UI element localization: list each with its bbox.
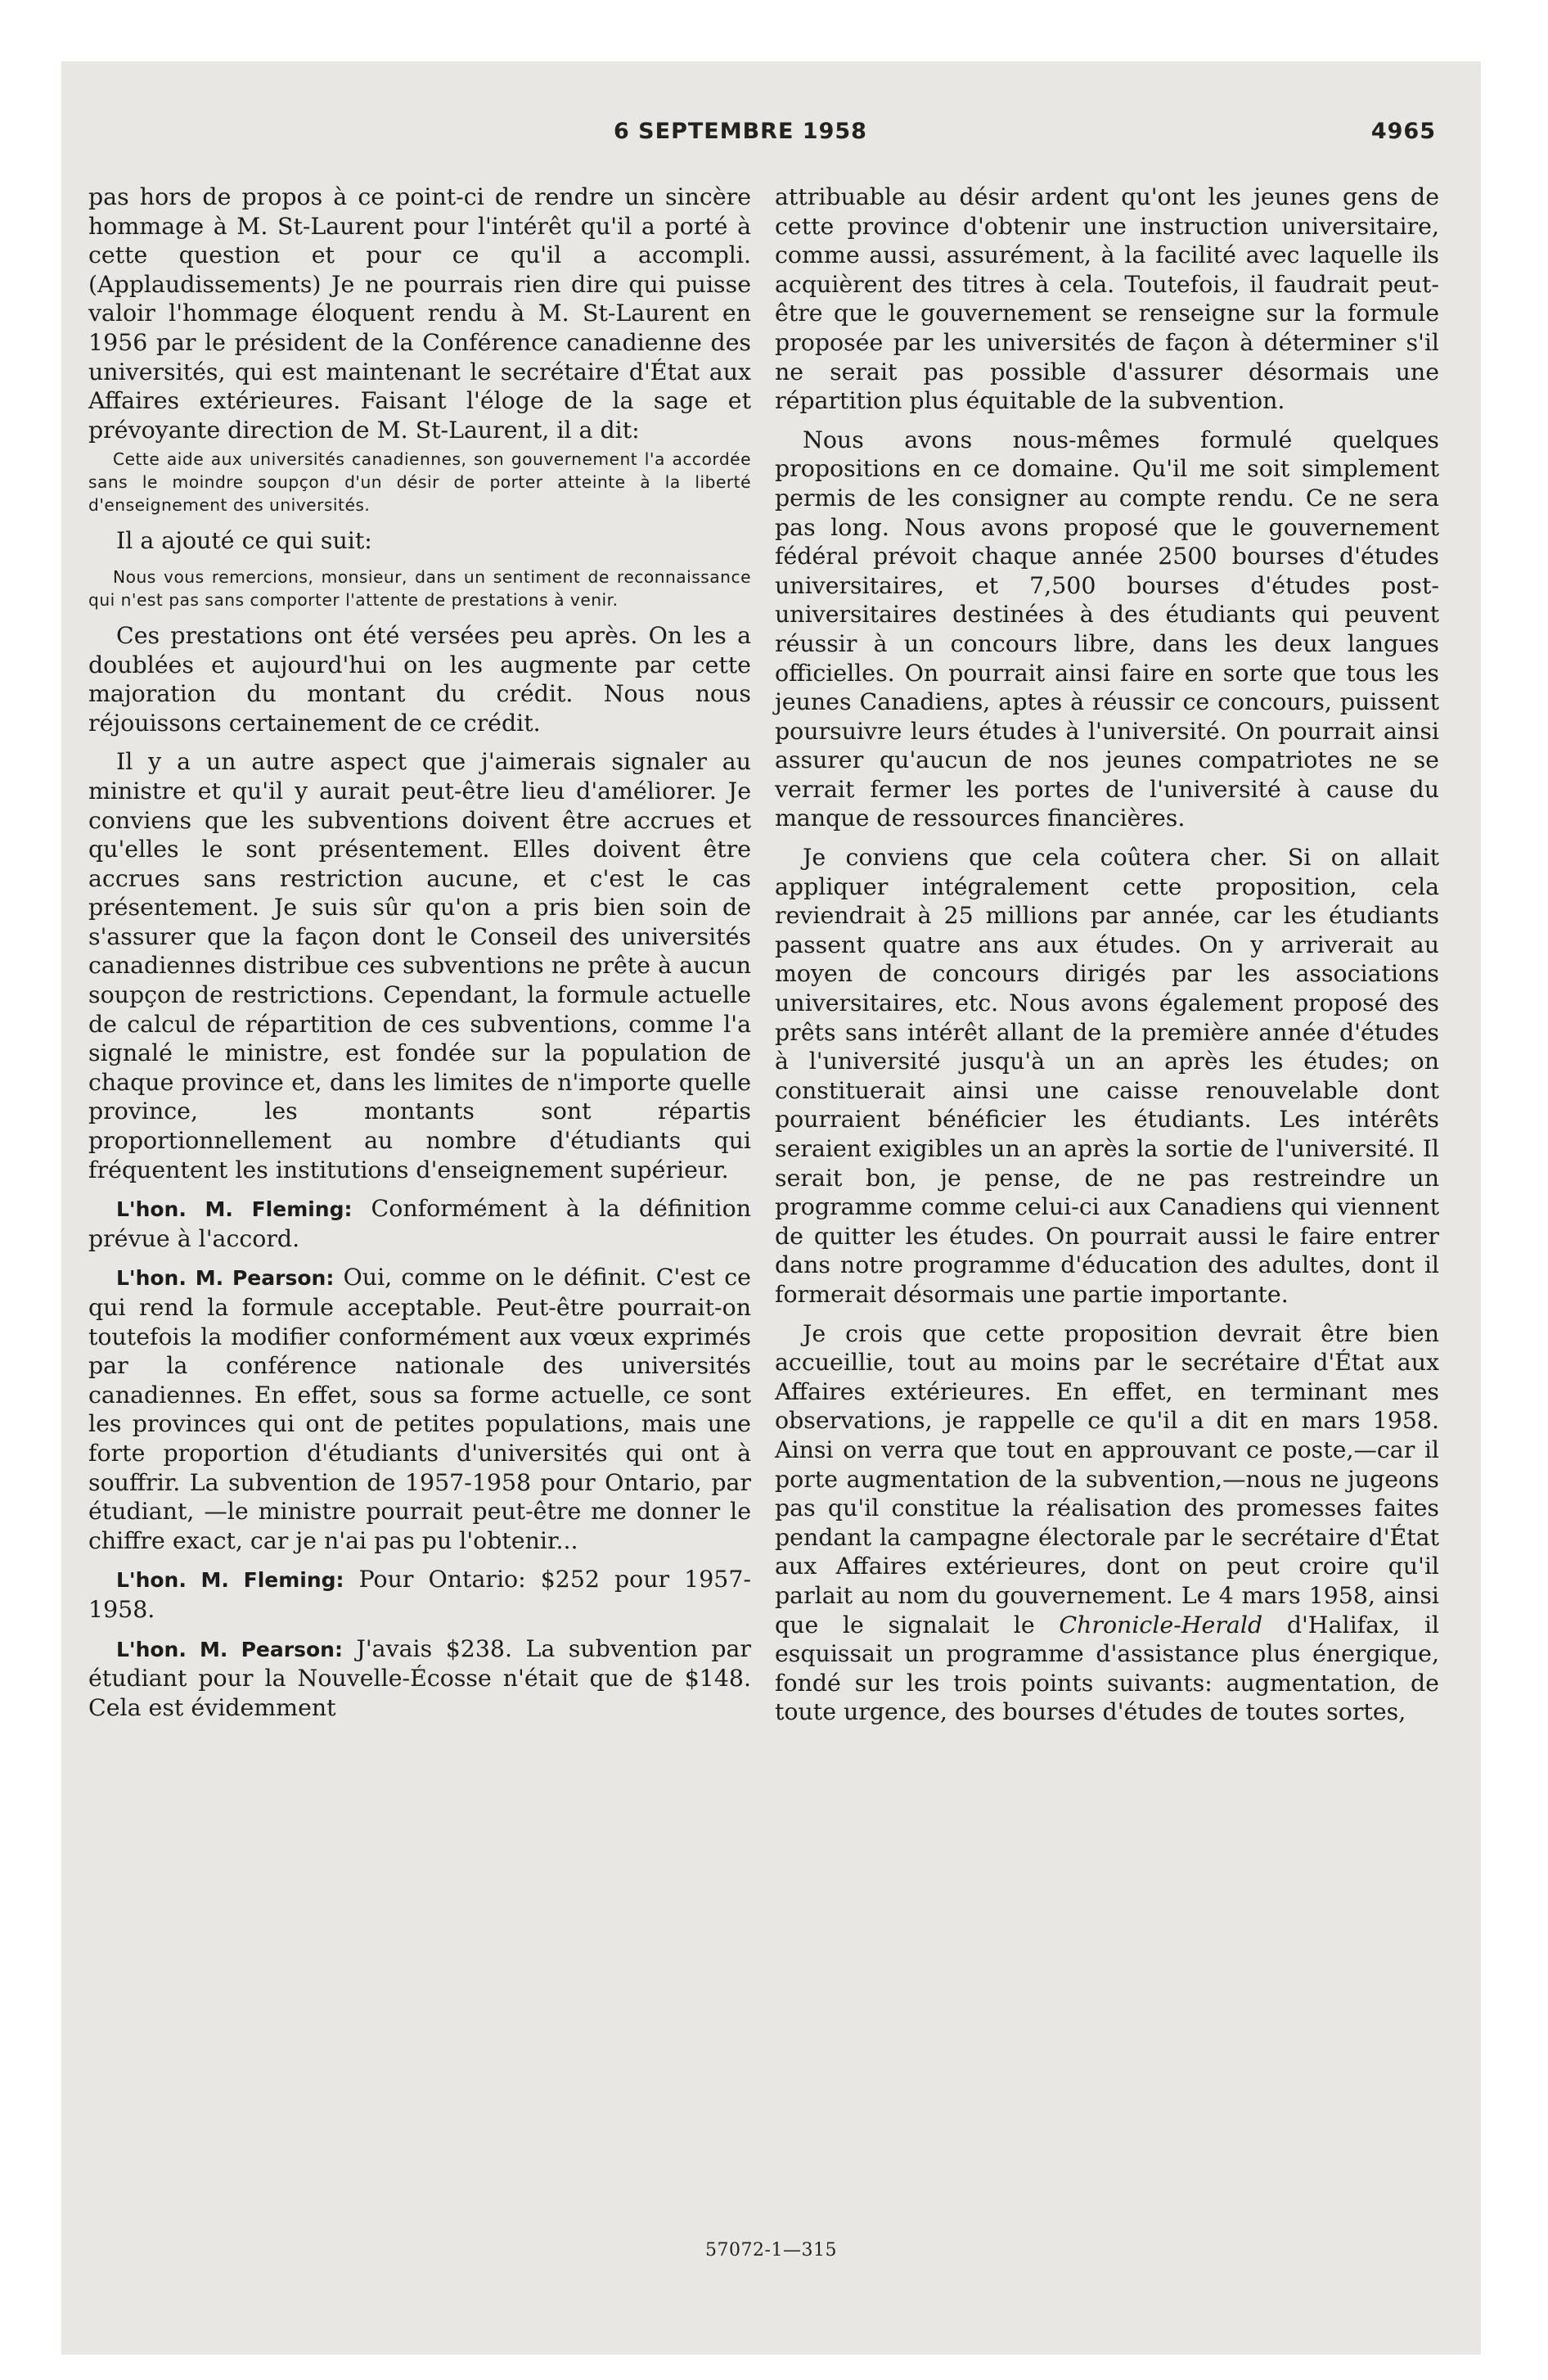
- page-footer-code: 57072-1—315: [705, 2240, 837, 2261]
- paragraph: attribuable au désir ardent qu'ont les jeunes gens de cette province d'obtenir une instruction universitaire, comme aussi, assurément, à la facilité avec laquelle ils acquièrent des titres à cela. Toutefois, il faudrait peut-être que le gouvernement se renseigne sur la formule proposée par les universités de façon à déterminer s'il ne serait pas possible d'assurer désormais une répartition plus équitable de la subvention.: [775, 183, 1439, 415]
- paragraph: Il a ajouté ce qui suit:: [116, 527, 372, 555]
- right-column: [775, 183, 1439, 1737]
- document-page: [61, 61, 1481, 2355]
- paragraph-text: Je crois que cette proposition devrait être bien accueillie, tout au moins par le secrétaire d'État aux Affaires extérieures. En effet, en terminant mes observations, je rappelle ce qu'il a dit en mars 1958. Ainsi on verra que tout en approuvant ce poste,—car il porte augmentation de la subvention,—nous ne jugeons pas qu'il constitue la réalisation des promesses faites pendant la campagne électorale par le secrétaire d'État aux Affaires extérieures, dont on peut croire qu'il parlait au nom du gouvernement. Le 4 mars 1958, ainsi que le signalait le: [775, 1319, 1439, 1639]
- paragraph: Nous avons nous-mêmes formulé quelques propositions en ce domaine. Qu'il me soit simplement permis de les consigner au compte rendu. Ce ne sera pas long. Nous avons proposé que le gouvernement fédéral prévoit chaque année 2500 bourses d'études universitaires, et 7,500 bourses d'études post-universitaires destinées à des étudiants qui peuvent réussir à un concours libre, dans les deux langues officielles. On pourrait ainsi faire en sorte que tous les jeunes Canadiens, aptes à réussir ce concours, puissent poursuivre leurs études à l'université. On pourrait ainsi assurer qu'aucun de nos jeunes compatriotes ne se verrait fermer les portes de l'université à cause du manque de ressources financières.: [775, 426, 1439, 832]
- paragraph: [775, 1319, 1439, 1727]
- speaker-name: L'hon. M. Pearson:: [116, 1637, 343, 1661]
- paragraph: Ces prestations ont été versées peu après. On les a doublées et aujourd'hui on les augmente par cette majoration du montant du crédit. Nous nous réjouissons certainement de ce crédit.: [88, 621, 751, 737]
- speech-fleming: [88, 1194, 751, 1253]
- quotation: Nous vous remercions, monsieur, dans un sentiment de reconnaissance qui n'est pas sans comporter l'attente de prestations à venir.: [88, 566, 751, 610]
- speech-text: J'avais $238. La subvention par étudiant pour la Nouvelle-Écosse n'était que de $148. Cela est évidemment: [88, 1634, 751, 1721]
- speech-pearson-2: [88, 1634, 751, 1723]
- speaker-name: L'hon. M. Fleming:: [116, 1197, 353, 1222]
- page-header: [61, 119, 1481, 160]
- left-column: [88, 183, 751, 1732]
- paragraph: Il y a un autre aspect que j'aimerais signaler au ministre et qu'il y aurait peut-être lieu d'améliorer. Je conviens que les subventions doivent être accrues et qu'elles le sont présentement. Elles doivent être accrues sans restriction aucune, et c'est le cas présentement. Je suis sûr qu'on a pris bien soin de s'assurer que la façon dont le Conseil des universités canadiennes distribue ces subventions ne prête à aucun soupçon de restrictions. Cependant, la formule actuelle de calcul de répartition de ces subventions, comme l'a signalé le ministre, est fondée sur la population de chaque province et, dans les limites de n'importe quelle province, les montants sont répartis proportionnellement au nombre d'étudiants qui fréquentent les institutions d'enseignement supérieur.: [88, 748, 751, 1183]
- speech-text: Conformément à la définition prévue à l'accord.: [88, 1195, 752, 1252]
- speech-pearson: [88, 1263, 751, 1555]
- newspaper-title: Chronicle-Herald: [1059, 1611, 1263, 1639]
- paragraph: pas hors de propos à ce point-ci de rendre un sincère hommage à M. St-Laurent pour l'intérêt qu'il a porté à cette question et pour ce qu'il a accompli. (Applaudissements) Je ne pourrais rien dire qui puisse valoir l'hommage éloquent rendu à M. St-Laurent en 1956 par le président de la Conférence canadienne des universités, qui est maintenant le secrétaire d'État aux Affaires extérieures. Faisant l'éloge de la sage et prévoyante direction de M. St-Laurent, il a dit:: [88, 183, 751, 444]
- speaker-name: L'hon. M. Pearson:: [116, 1266, 335, 1291]
- header-date: 6 SEPTEMBRE 1958: [614, 119, 867, 144]
- speaker-name: L'hon. M. Fleming:: [116, 1568, 344, 1593]
- speech-text: Oui, comme on le définit. C'est ce qui rend la formule acceptable. Peut-être pourrait-on toutefois la modifier conformément aux vœux exprimés par la conférence nationale des universités canadiennes. En effet, sous sa forme actuelle, ce sont les provinces qui ont de petites populations, mais une forte proportion d'étudiants d'universités qui ont à souffrir. La subvention de 1957-1958 pour Ontario, par étudiant, —le ministre pourrait peut-être me donner le chiffre exact, car je n'ai pas pu l'obtenir...: [88, 1264, 751, 1554]
- quotation: Cette aide aux universités canadiennes, son gouvernement l'a accordée sans le moindre soupçon d'un désir de porter atteinte à la liberté d'enseignement des universités.: [88, 449, 751, 516]
- paragraph: Je conviens que cela coûtera cher. Si on allait appliquer intégralement cette proposition, cela reviendrait à 25 millions par année, car les étudiants passent quatre ans aux études. On y arriverait au moyen de concours dirigés par les associations universitaires, etc. Nous avons également proposé des prêts sans intérêt allant de la première année d'études à l'université jusqu'à un an après les études; on constituerait ainsi une caisse renouvelable dont pourraient bénéficier les étudiants. Les intérêts seraient exigibles un an après la sortie de l'université. Il serait bon, je pense, de ne pas restreindre un programme comme celui-ci aux Canadiens qui viennent de quitter les études. On pourrait aussi le faire entrer dans notre programme d'éducation des adultes, dont il formerait désormais une partie importante.: [775, 844, 1439, 1308]
- header-page-number: 4965: [1370, 119, 1436, 144]
- speech-fleming-2: [88, 1565, 751, 1624]
- paragraph-text: d'Halifax, il esquissait un programme d'assistance plus énergique, fondé sur les trois points suivants: augmentation, de toute urgence, des bourses d'études de toutes sortes,: [775, 1611, 1439, 1726]
- speech-text: Pour Ontario: $252 pour 1957-1958.: [88, 1566, 751, 1623]
